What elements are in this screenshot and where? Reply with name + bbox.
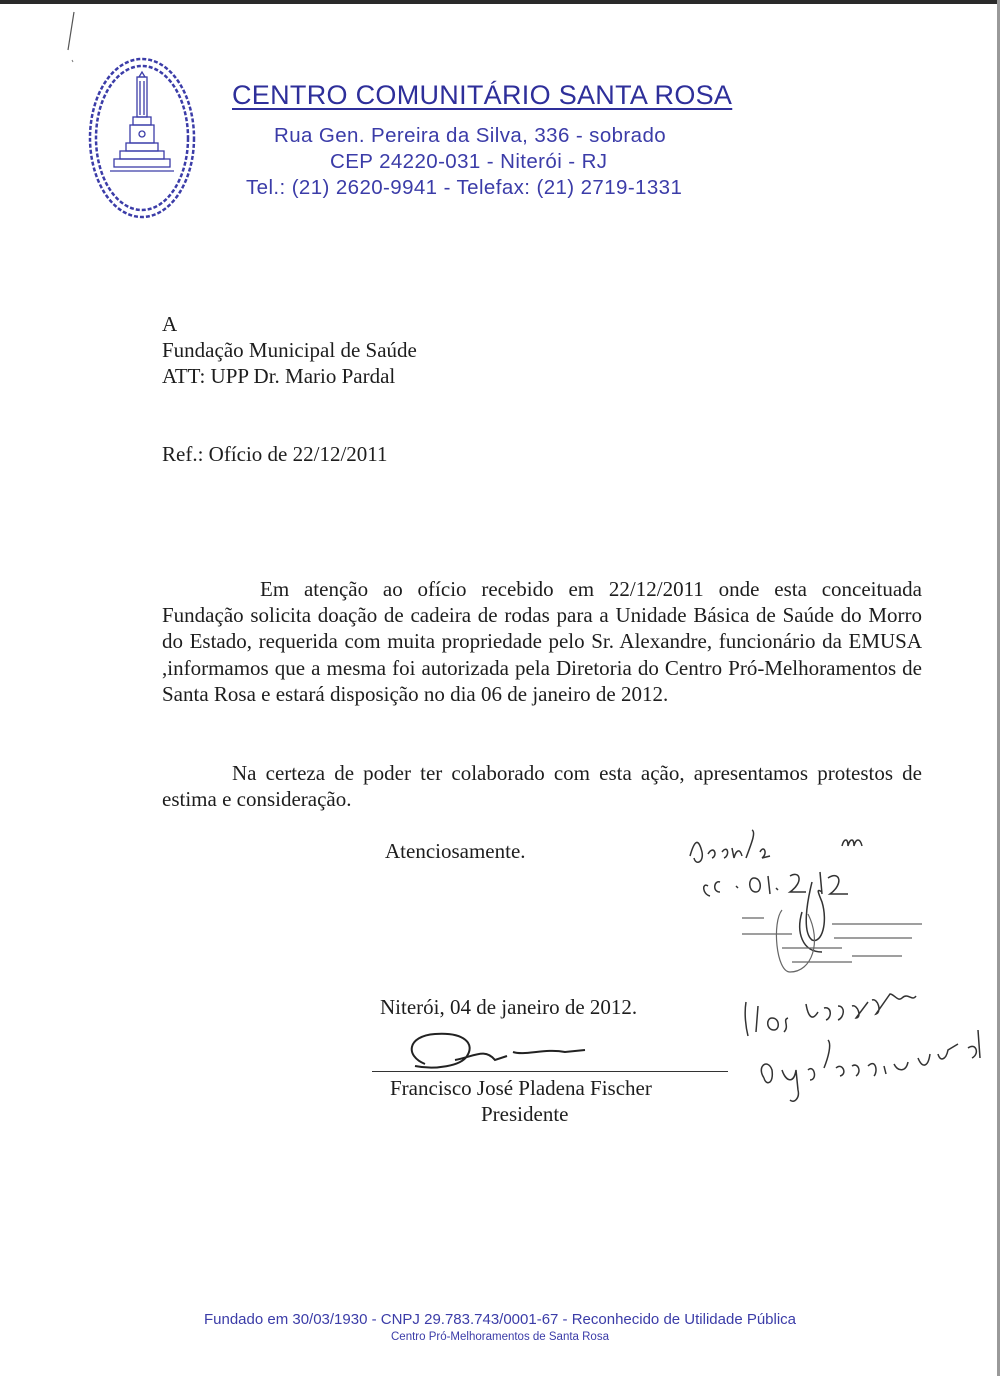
footer-organization: Centro Pró-Melhoramentos de Santa Rosa <box>391 1331 609 1343</box>
organization-logo <box>86 55 198 221</box>
signatory-name: Francisco José Pladena Fischer <box>390 1076 652 1100</box>
scan-top-edge <box>0 0 1000 4</box>
body-paragraph-1: Em atenção ao ofício recebido em 22/12/2011 onde esta conceituada Fundação solicita doação de cadeira de rodas para a Unidade Básica de Saúde do Morro do Estado, requerida com muita propriedade pelo Sr. Alexandre, funcionário da EMUSA ,informamos que a mesma foi autorizada pela Diretoria do Centro Pró-Melhoramentos de Santa Rosa e estará disposição no dia 06 de janeiro de 2012. <box>162 577 922 706</box>
handwritten-receipt-note <box>672 822 992 1122</box>
place-date: Niterói, 04 de janeiro de 2012. <box>380 995 638 1019</box>
organization-name: CENTRO COMUNITÁRIO SANTA ROSA <box>232 80 733 110</box>
reference-line: Ref.: Ofício de 22/12/2011 <box>162 442 388 466</box>
address-postal-city: CEP 24220-031 - Niterói - RJ <box>330 150 608 173</box>
recipient-organization: Fundação Municipal de Saúde <box>162 338 417 362</box>
recipient-prefix: A <box>162 312 178 336</box>
closing: Atenciosamente. <box>385 839 526 863</box>
signatory-title: Presidente <box>481 1102 569 1126</box>
body-paragraph-2: Na certeza de poder ter colaborado com esta ação, apresentamos protestos de estima e consideração. <box>162 761 922 812</box>
address-street: Rua Gen. Pereira da Silva, 336 - sobrado <box>274 124 667 147</box>
address-phones: Tel.: (21) 2620-9941 - Telefax: (21) 2719-1331 <box>246 176 683 199</box>
stray-pen-mark <box>62 10 82 70</box>
footer-registration: Fundado em 30/03/1930 - CNPJ 29.783.743/0001-67 - Reconhecido de Utilidade Pública <box>203 1311 797 1328</box>
recipient-attention: ATT: UPP Dr. Mario Pardal <box>162 364 396 388</box>
